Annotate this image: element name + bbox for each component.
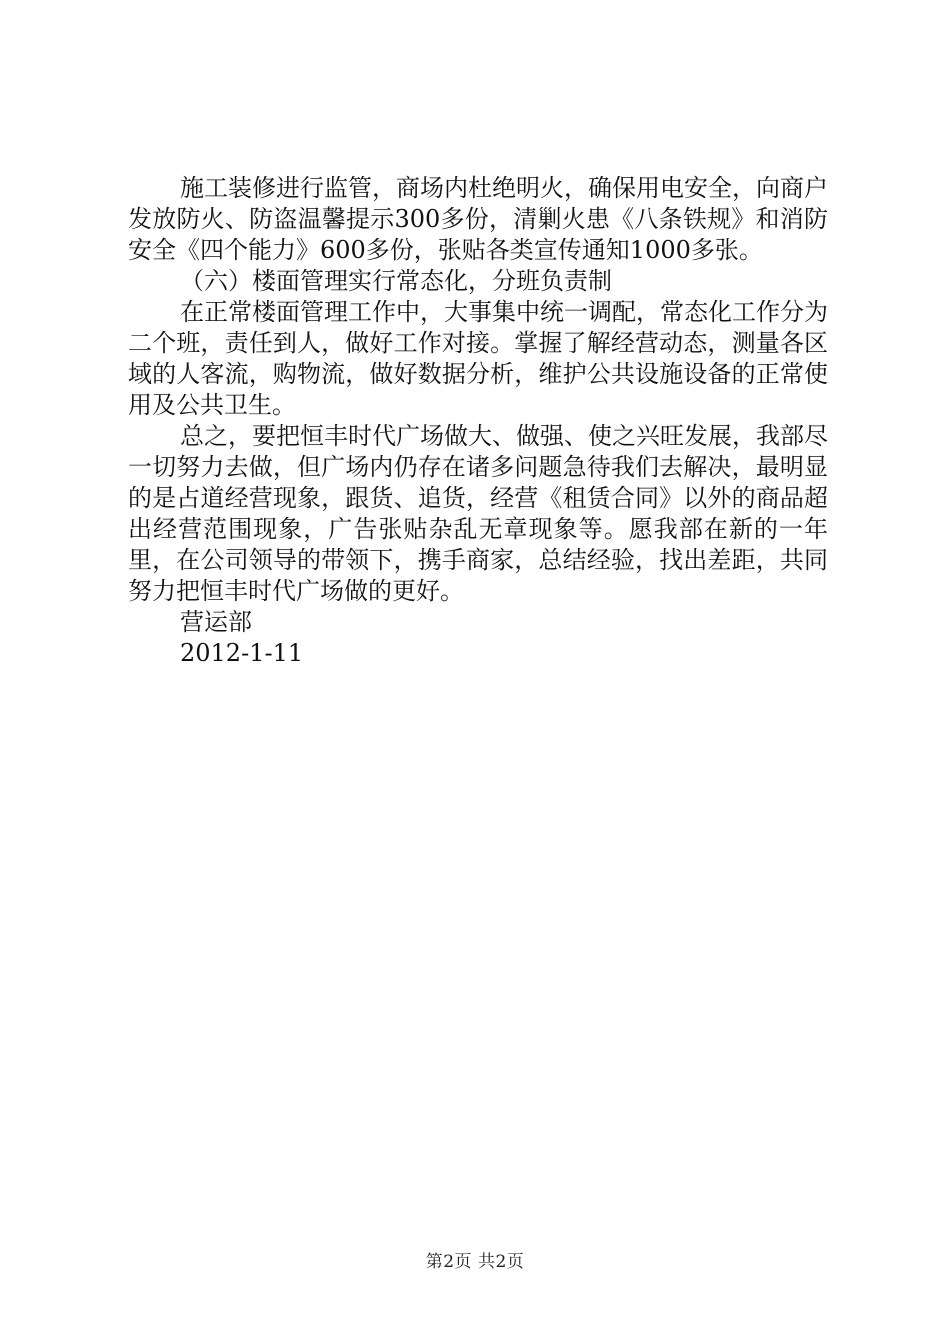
paragraph-floor-management: 在正常楼面管理工作中，大事集中统一调配，常态化工作分为二个班，责任到人，做好工作对接。掌握了解经营动态，测量各区域的人客流，购物流，做好数据分析，维护公共设施设备的正常使用及公共卫生。 bbox=[128, 298, 828, 419]
document-body bbox=[128, 173, 828, 669]
signature-department: 营运部 bbox=[180, 608, 252, 636]
page-footer: 第2页 共2页 bbox=[425, 1252, 525, 1272]
paragraph-summary: 总之，要把恒丰时代广场做大、做强、使之兴旺发展，我部尽一切努力去做，但广场内仍存在诸多问题急待我们去解决，最明显的是占道经营现象，跟货、追货，经营《租赁合同》以外的商品超出经营范围现象，广告张贴杂乱无章现象等。愿我部在新的一年里，在公司领导的带领下，携手商家，总结经验，找出差距，共同努力把恒丰时代广场做的更好。 bbox=[128, 422, 828, 605]
section-heading-floor-management: （六）楼面管理实行常态化，分班负责制 bbox=[180, 267, 612, 295]
paragraph-safety-measures: 施工装修进行监管，商场内杜绝明火，确保用电安全，向商户发放防火、防盗温馨提示300多份，清剿火患《八条铁规》和消防安全《四个能力》600多份，张贴各类宣传通知1000多张。 bbox=[128, 174, 828, 264]
signature-date: 2012-1-11 bbox=[180, 639, 304, 667]
